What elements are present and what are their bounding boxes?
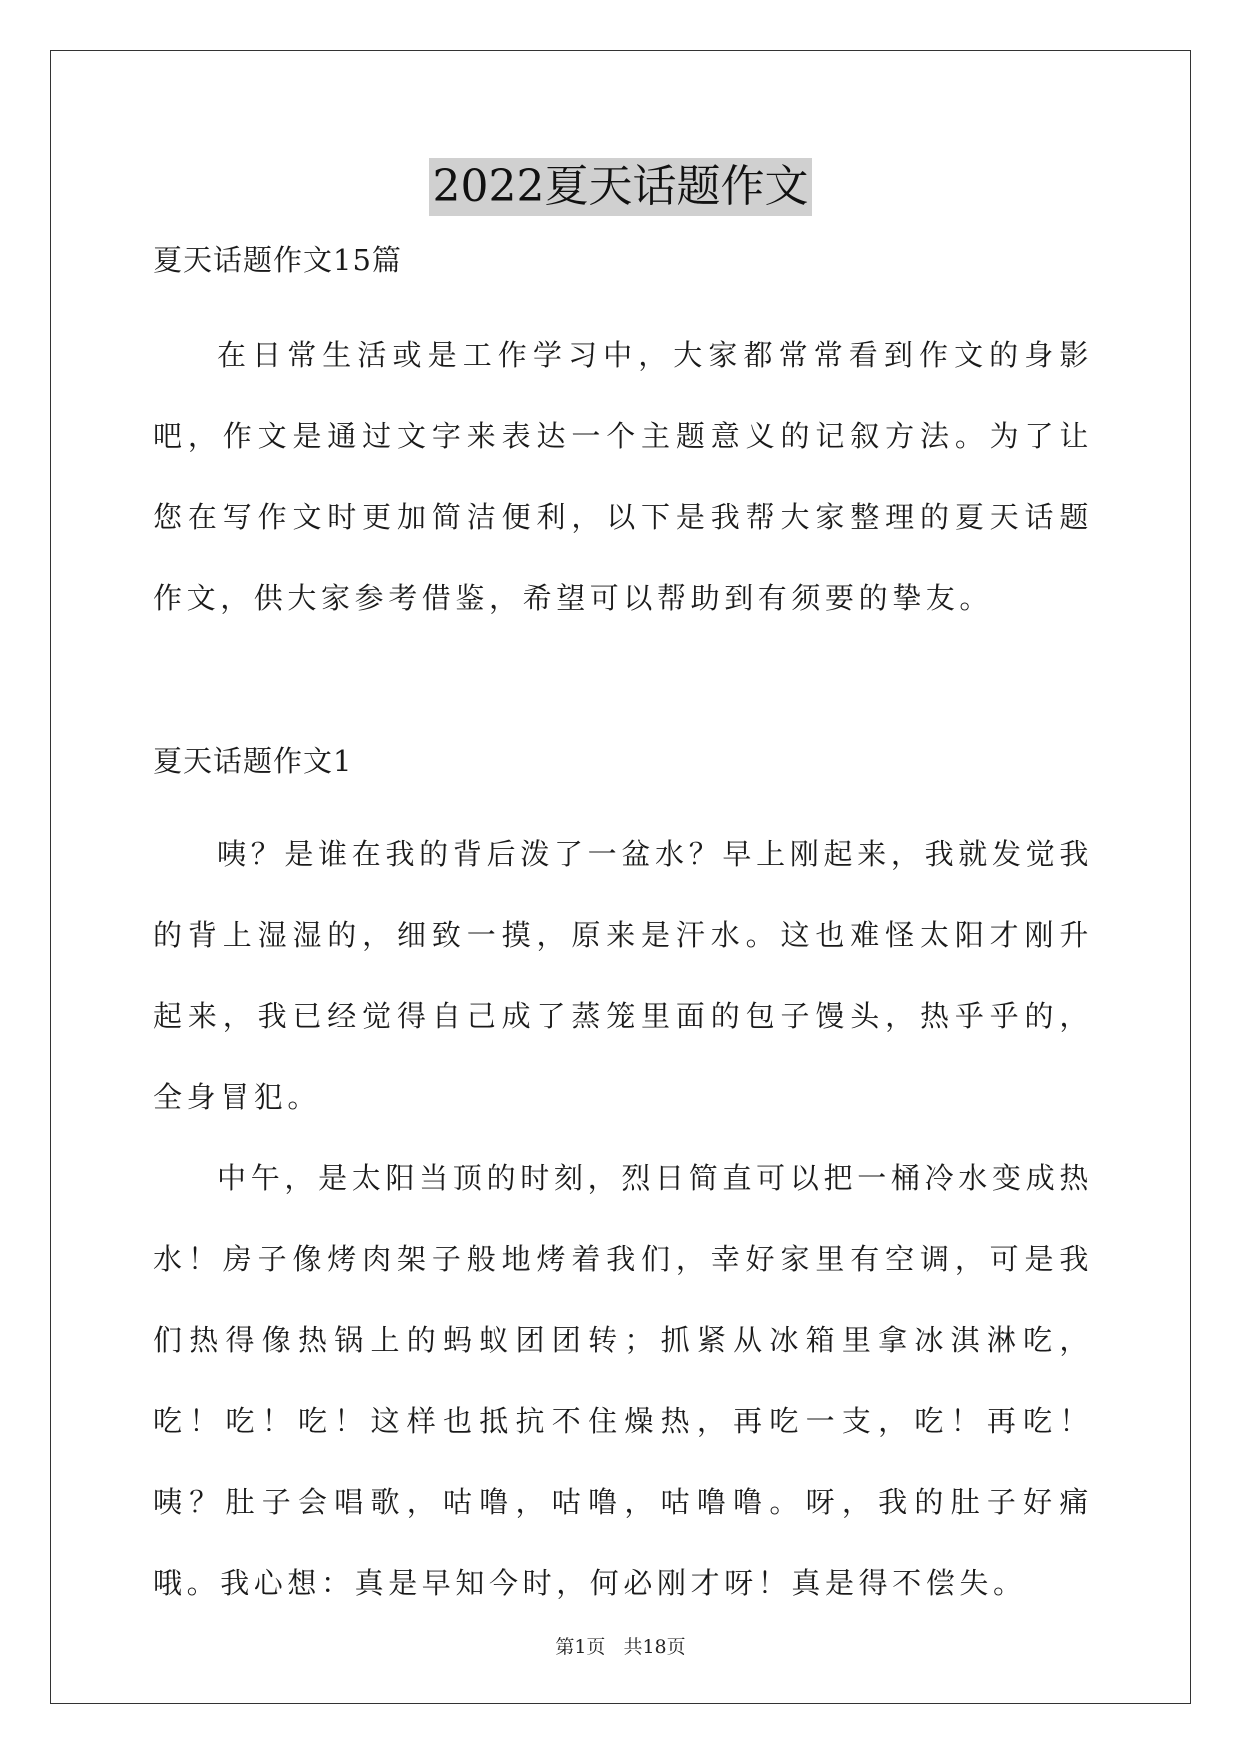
essay-paragraph-2: 中午，是太阳当顶的时刻，烈日简直可以把一桶冷水变成热水！房子像烤肉架子般地烤着我们，幸好家里有空调，可是我们热得像热锅上的蚂蚁团团转；抓紧从冰箱里拿冰淇淋吃，吃！吃！吃！这样也抵抗不住燥热，再吃一支，吃！再吃！咦？肚子会唱歌，咕噜，咕噜，咕噜噜。呀，我的肚子好痛哦。我心想：真是早知今时，何必刚才呀！真是得不偿失。	[153, 1161, 1093, 1600]
document-body	[153, 240, 1093, 1624]
page-total: 共18页	[623, 1636, 686, 1658]
document-title: 2022夏天话题作文	[429, 158, 813, 216]
essay-heading: 夏天话题作文1	[153, 744, 353, 778]
title-container	[0, 158, 1241, 216]
essay-paragraph-1: 咦？是谁在我的背后泼了一盆水？早上刚起来，我就发觉我的背上湿湿的，细致一摸，原来是汗水。这也难怪太阳才刚升起来，我已经觉得自己成了蒸笼里面的包子馒头，热乎乎的，全身冒犯。	[153, 837, 1093, 1114]
collection-subtitle: 夏天话题作文15篇	[153, 243, 402, 277]
page-footer	[0, 1632, 1241, 1659]
page-number: 第1页	[555, 1636, 606, 1658]
intro-paragraph: 在日常生活或是工作学习中，大家都常常看到作文的身影吧，作文是通过文字来表达一个主题意义的记叙方法。为了让您在写作文时更加简洁便利，以下是我帮大家整理的夏天话题作文，供大家参考借鉴，希望可以帮助到有须要的挚友。	[153, 338, 1093, 615]
